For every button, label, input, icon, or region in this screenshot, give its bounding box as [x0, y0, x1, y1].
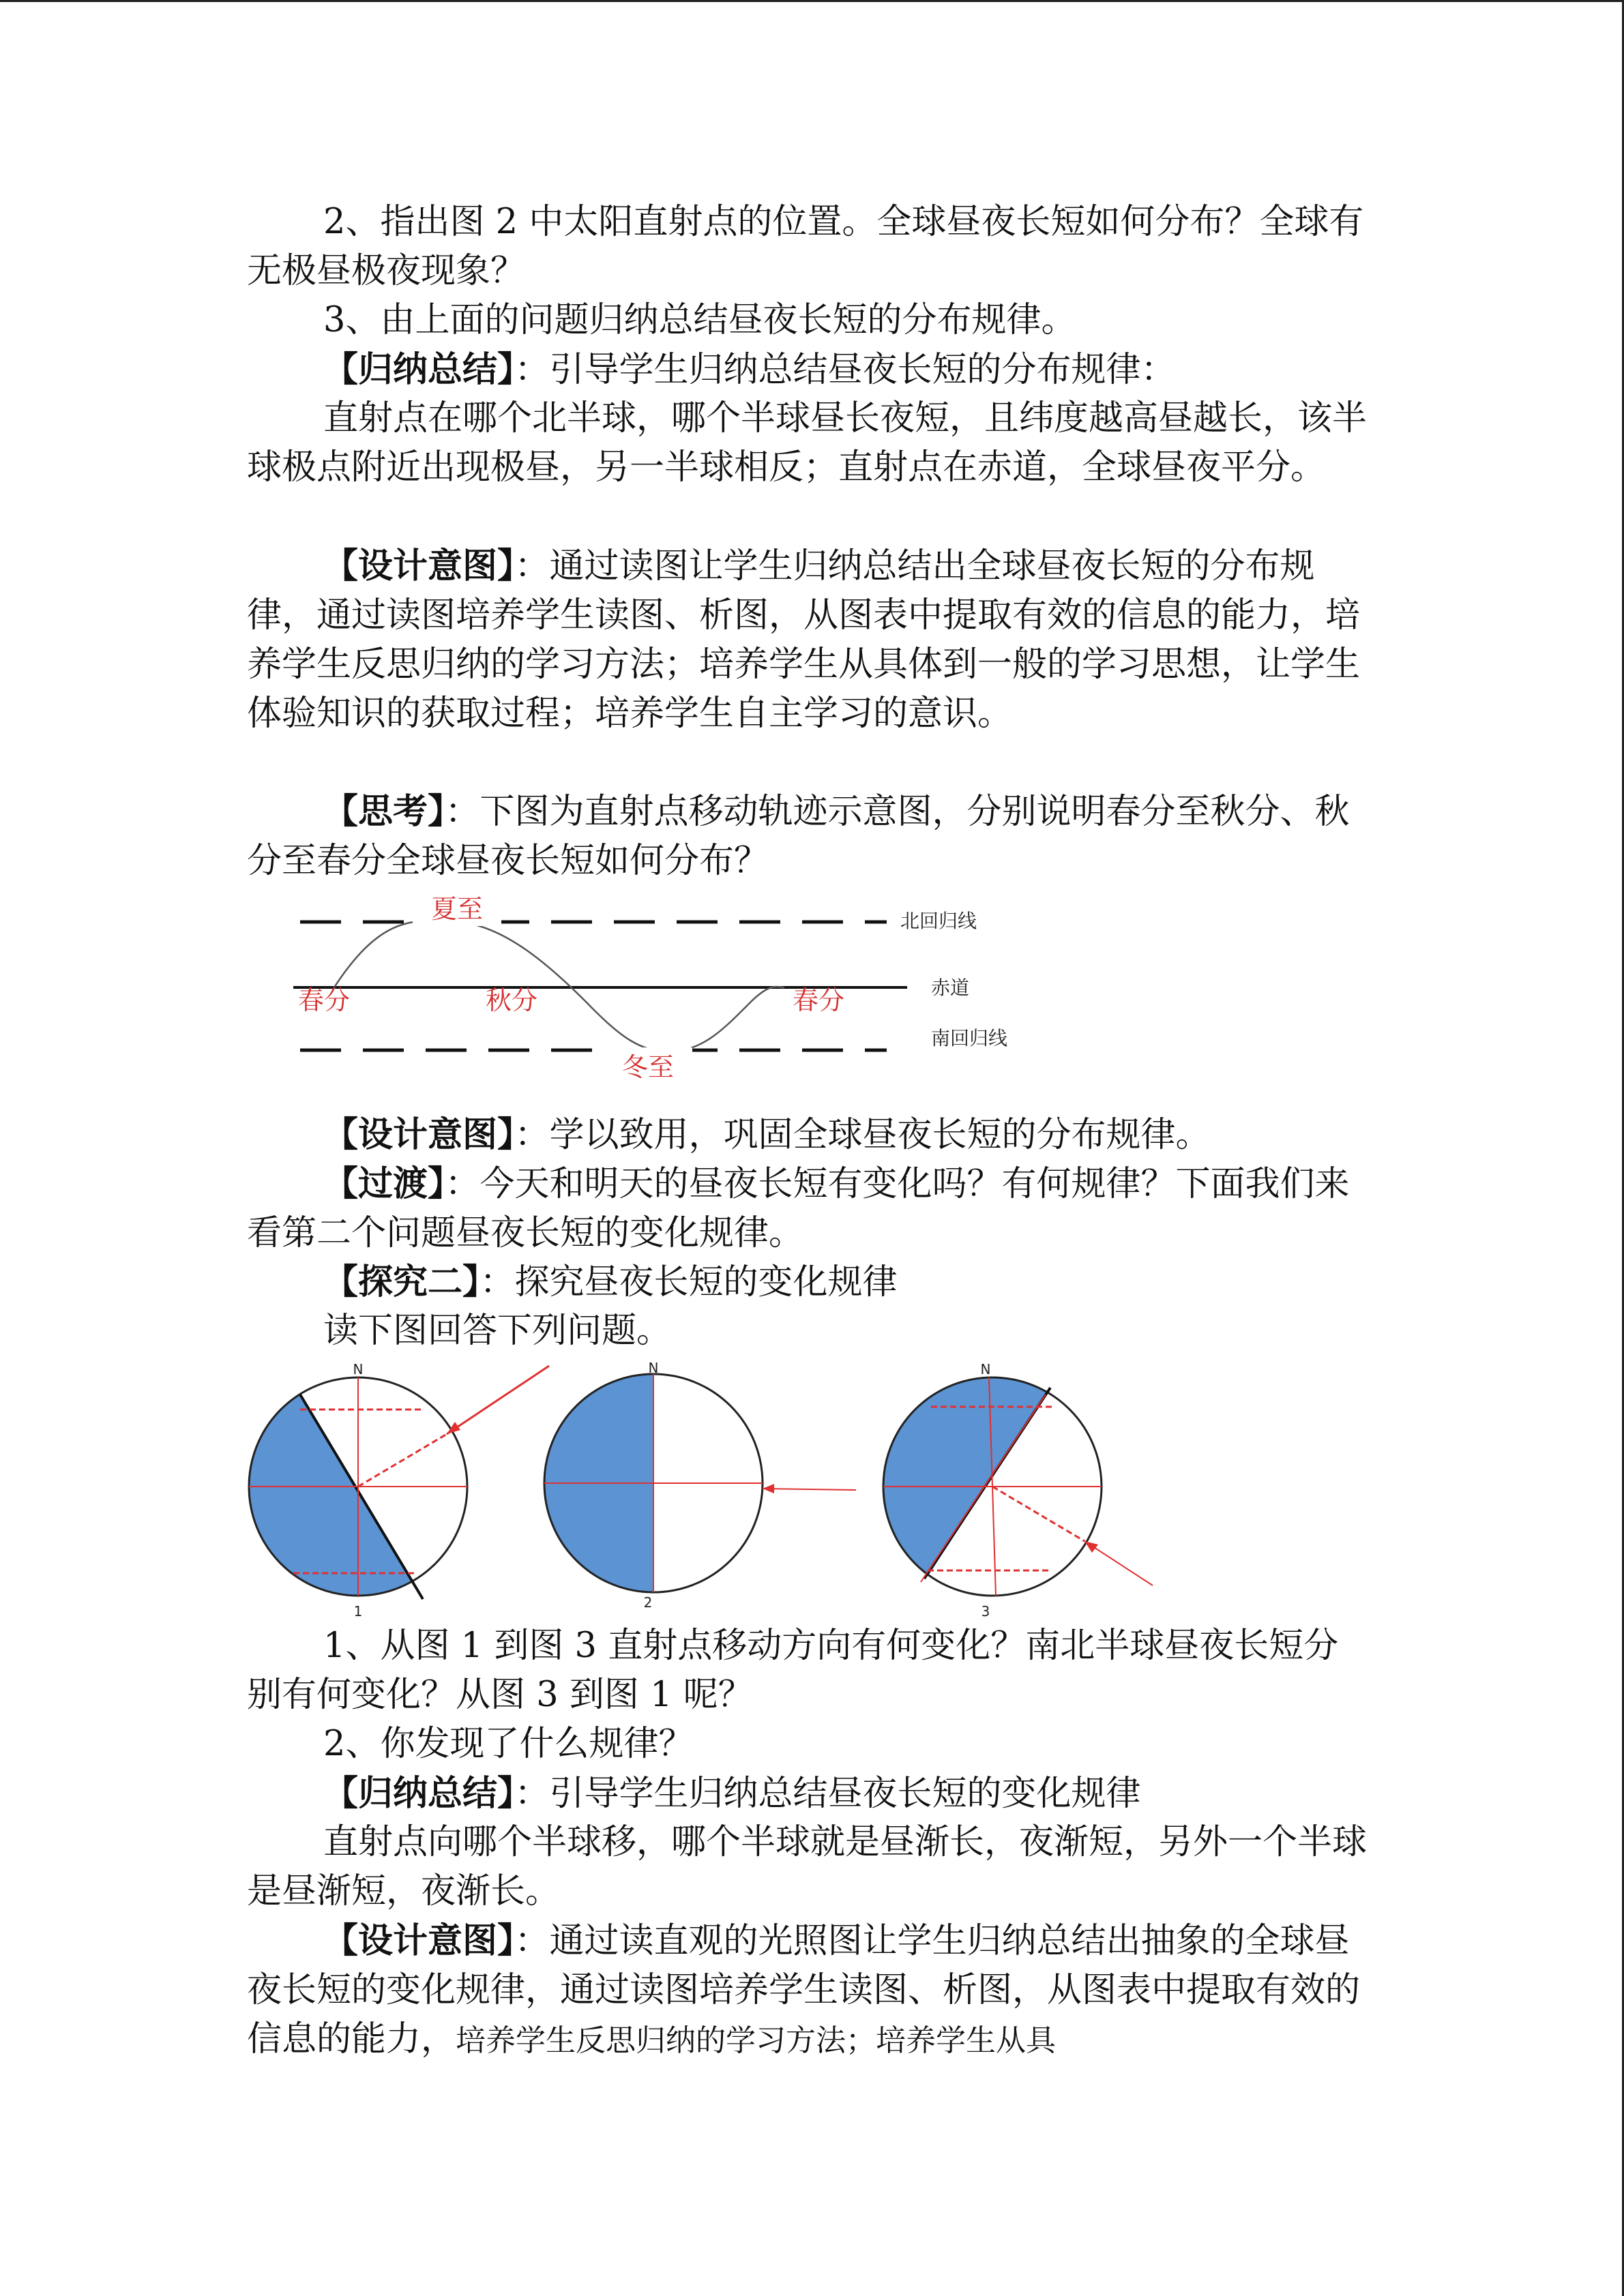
design-intent-3-label: 【设计意图】 — [323, 1920, 515, 1961]
globe-1-night-side — [242, 1354, 426, 1606]
summary-2-text: ：引导学生归纳总结昼夜长短的变化规律 — [514, 1774, 1141, 1814]
design-intent-3 — [247, 1916, 1372, 2066]
question-1b: 1、从图 1 到图 3 直射点移动方向有何变化？南北半球昼夜长短分别有何变化？从图 3 到图 1 呢？ — [247, 1626, 1339, 1715]
read-instruction: 读下图回答下列问题。 — [323, 1311, 672, 1351]
tropic-of-cancer-label: 北回归线 — [900, 910, 977, 932]
globe-3-sun-arrow — [1084, 1541, 1098, 1553]
page-top-border — [0, 0, 1624, 2]
design-intent-1-label: 【设计意图】 — [323, 546, 515, 586]
globe-1-caption: 1 — [353, 1603, 363, 1620]
globe-2-north-label: N — [648, 1360, 659, 1376]
question-2b: 2、你发现了什么规律？ — [323, 1724, 694, 1764]
equator-label: 赤道 — [931, 976, 970, 999]
summer-solstice-label: 夏至 — [430, 894, 484, 924]
globe-3 — [876, 1361, 1153, 1620]
design-intent-2-label: 【设计意图】 — [323, 1114, 515, 1155]
summary-2-label: 【归纳总结】 — [323, 1773, 515, 1814]
explore-2-text: ：探究昼夜长短的变化规律 — [479, 1262, 898, 1302]
globe-2 — [535, 1360, 856, 1611]
explore-2 — [247, 1257, 1372, 1307]
explore-2-label: 【探究二】 — [323, 1262, 480, 1302]
question-2: 2、指出图 2 中太阳直射点的位置。全球昼夜长短如何分布？全球有无极昼极夜现象？ — [247, 202, 1364, 291]
globe-1-sun-ray — [447, 1366, 549, 1434]
globe-2-caption: 2 — [643, 1594, 653, 1611]
question-3: 3、由上面的问题归纳总结昼夜长短的分布规律。 — [323, 300, 1076, 340]
globe-2-sun-ray — [763, 1489, 856, 1490]
summary-1-text: ：引导学生归纳总结昼夜长短的分布规律： — [514, 350, 1176, 390]
globe-1 — [242, 1354, 549, 1620]
globe-1-north-label: N — [353, 1361, 364, 1377]
design-intent-2-text: ：学以致用，巩固全球昼夜长短的分布规律。 — [514, 1115, 1211, 1155]
globe-3-north-label: N — [980, 1361, 991, 1377]
autumn-equinox-label: 秋分 — [485, 985, 538, 1015]
design-intent-1 — [247, 541, 1372, 739]
globe-3-caption: 3 — [981, 1603, 990, 1620]
design-intent-3-text: ：通过读直观的光照图让学生归纳总结出抽象的全球昼夜长短的变化规律，通过读图培养学生读图、析图，从图表中提取有效的信息的能力， — [247, 1921, 1361, 2059]
design-intent-1-text: ：通过读图让学生归纳总结出全球昼夜长短的分布规律，通过读图培养学生读图、析图，从图表中提取有效的信息的能力，培养学生反思归纳的学习方法；培养学生从具体到一般的学习思想，让学生体验知识的获取过程；培养学生自主学习的意识。 — [247, 546, 1361, 734]
think-label: 【思考】 — [323, 791, 445, 832]
globe-illumination-figure — [242, 1354, 1170, 1623]
direct-point-track-figure — [280, 886, 1071, 1084]
transition — [247, 1159, 1372, 1258]
spring-equinox-label-1: 春分 — [297, 985, 351, 1015]
design-intent-2 — [247, 1110, 1372, 1160]
globe-3-night-side — [876, 1374, 1050, 1582]
summary-2 — [247, 1769, 1372, 1819]
transition-text: ：今天和明天的昼夜长短有变化吗？有何规律？下面我们来看第二个问题昼夜长短的变化规律。 — [247, 1164, 1350, 1253]
globe-2-sun-arrow — [763, 1484, 774, 1493]
design-intent-3-small-text: 培养学生反思归纳的学习方法；培养学生从具 — [456, 2023, 1057, 2058]
think-prompt — [247, 787, 1372, 886]
globe-3-sun-ray-dashed — [992, 1487, 1084, 1541]
summary-1 — [247, 345, 1372, 395]
rule-change: 直射点向哪个半球移，哪个半球就是昼渐长，夜渐短，另外一个半球是昼渐短，夜渐长。 — [247, 1822, 1368, 1911]
rule-distribution: 直射点在哪个北半球，哪个半球昼长夜短，且纬度越高昼越长，该半球极点附近出现极昼，另一半球相反；直射点在赤道，全球昼夜平分。 — [247, 398, 1368, 488]
spring-equinox-label-2: 春分 — [792, 985, 845, 1015]
tropic-of-capricorn-label: 南回归线 — [931, 1027, 1008, 1049]
globe-1-sun-ray-dashed — [358, 1434, 447, 1487]
transition-label: 【过渡】 — [323, 1163, 445, 1204]
winter-solstice-label: 冬至 — [621, 1052, 675, 1082]
summary-1-label: 【归纳总结】 — [323, 349, 515, 390]
think-text: ：下图为直射点移动轨迹示意图，分别说明春分至秋分、秋分至春分全球昼夜长短如何分布？ — [247, 792, 1350, 881]
